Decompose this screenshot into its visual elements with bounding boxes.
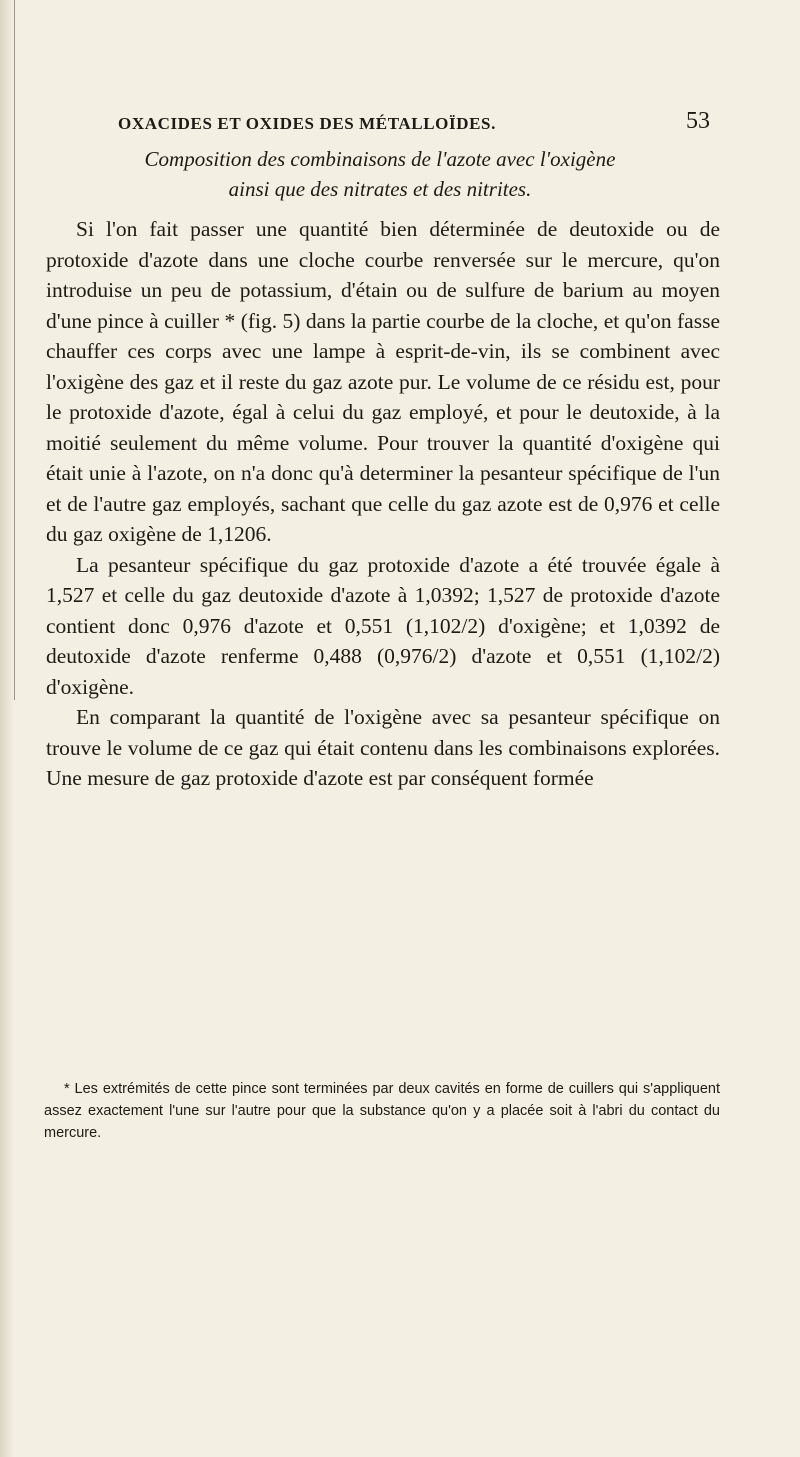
page-number: 53 bbox=[686, 108, 710, 134]
paragraph-3: En comparant la quantité de l'oxigène avec sa pesanteur spécifique on trouve le volume de ce gaz qui était contenu dans les combinaisons explorées. Une mesure de gaz protoxide d'azote est par conséquent formée bbox=[46, 705, 720, 790]
body-text bbox=[46, 214, 720, 794]
paragraph-1: Si l'on fait passer une quantité bien déterminée de deutoxide ou de protoxide d'azote dans une cloche courbe renversée sur le mercure, qu'on introduise un peu de potassium, d'étain ou de sulfure de barium au moyen d'une pince à cuiller * (fig. 5) dans la partie courbe de la cloche, et qu'on fasse chauffer ces corps avec une lampe à esprit-de-vin, ils se combinent avec l'oxigène des gaz et il reste du gaz azote pur. Le volume de ce résidu est, pour le protoxide d'azote, égal à celui du gaz employé, et pour le deutoxide, à la moitié seulement du même volume. Pour trouver la quantité d'oxigène qui était unie à l'azote, on n'a donc qu'à determiner la pesanteur spécifique de l'un et de l'autre gaz employés, sachant que celle du gaz azote est de 0,976 et celle du gaz oxigène de 1,1206. bbox=[46, 217, 720, 546]
running-head bbox=[40, 108, 720, 144]
running-head-title: OXACIDES ET OXIDES DES MÉTALLOÏDES. bbox=[118, 114, 496, 133]
section-title-line-2: ainsi que des nitrates et des nitrites. bbox=[228, 177, 532, 201]
binding-edge bbox=[14, 0, 15, 700]
paragraph-2: La pesanteur spécifique du gaz protoxide d'azote a été trouvée égale à 1,527 et celle du gaz deutoxide d'azote à 1,0392; 1,527 de protoxide d'azote contient donc 0,976 d'azote et 0,551 (1,102/2) d'oxigène; et 1,0392 de deutoxide d'azote renferme 0,488 (0,976/2) d'azote et 0,551 (1,102/2) d'oxigène. bbox=[46, 552, 720, 699]
binding-gutter bbox=[0, 0, 14, 1457]
section-title-line-1: Composition des combinaisons de l'azote avec l'oxigène bbox=[144, 147, 616, 171]
section-title bbox=[40, 144, 720, 204]
footnote: * Les extrémités de cette pince sont terminées par deux cavités en forme de cuillers qui s'appliquent assez exactement l'une sur l'autre pour que la substance qu'on y a placée soit à l'abri du contact du mercure. bbox=[44, 1081, 720, 1141]
